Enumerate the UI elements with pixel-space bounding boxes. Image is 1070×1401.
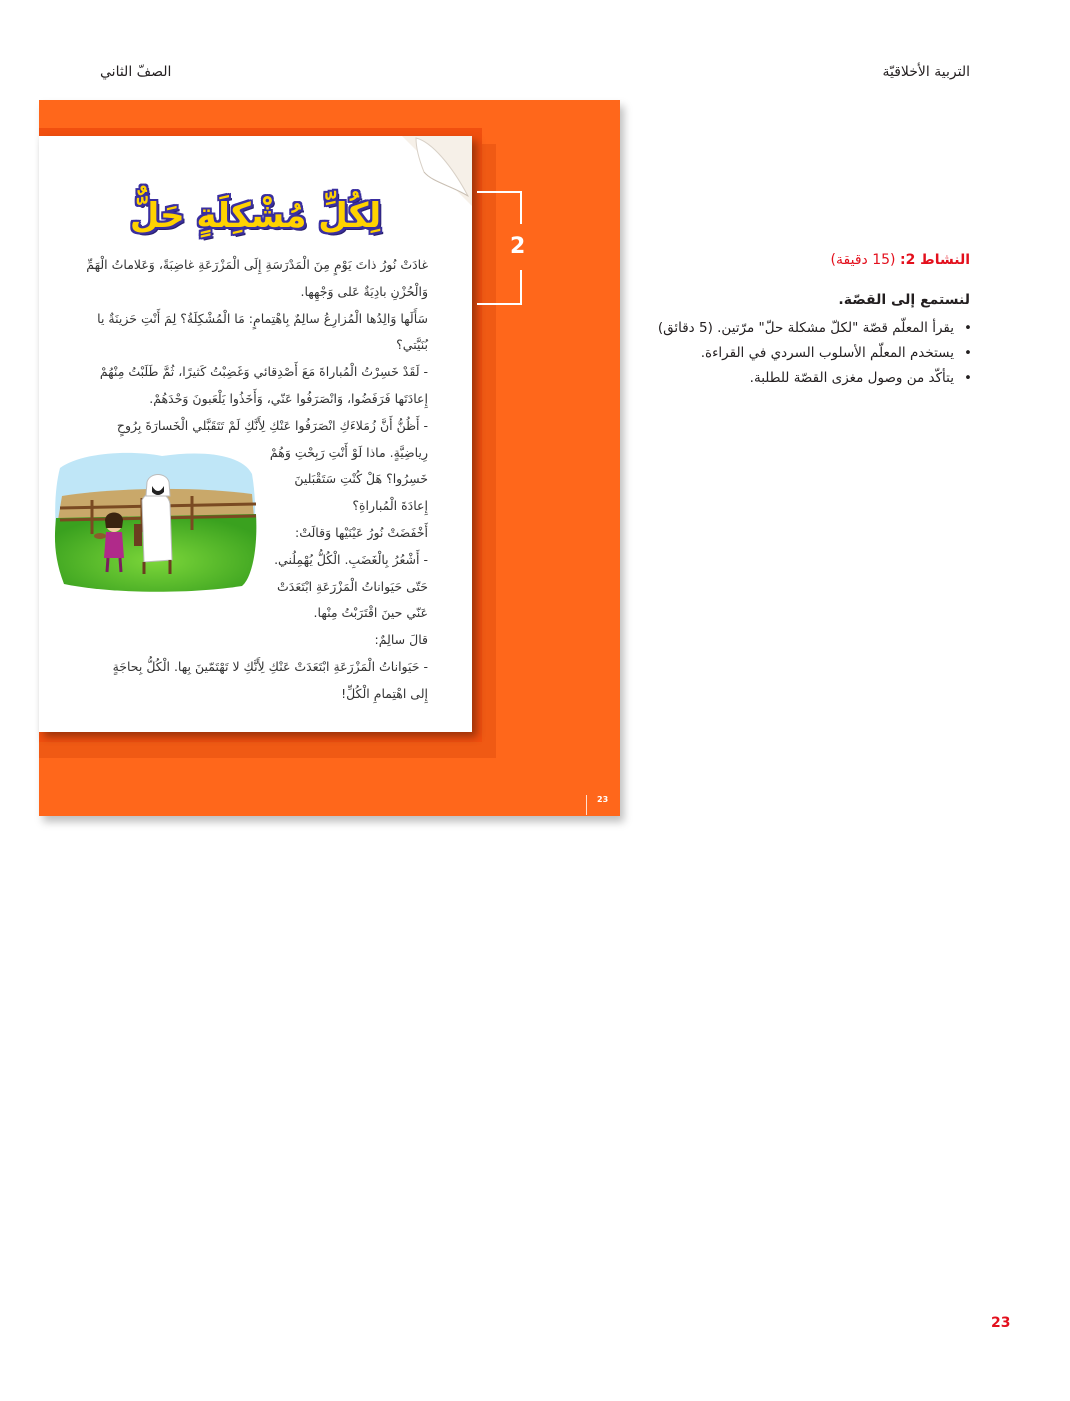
story-page xyxy=(39,136,472,732)
story-line: خَسِرُوا؟ هَلْ كُنْتِ سَتَقْبَلينَ xyxy=(294,471,428,487)
page-number: 23 xyxy=(991,1315,1011,1331)
list-item: • يقرأ المعلّم قصّة "لكلّ مشكلة حلّ" مرّتين. (5 دقائق) xyxy=(658,316,972,341)
header-grade: الصفّ الثاني xyxy=(100,64,172,80)
story-line: - لَقَدْ خَسِرْتُ الْمُباراةَ مَعَ أَصْدِقائي وَغَضِبْتُ كَثيرًا، ثُمَّ طَلَبْتُ مِنْهُمْ xyxy=(99,364,428,380)
story-line: - أَشْعُرُ بِالْغَضَبِ. الْكُلُّ يُهْمِلُني. xyxy=(274,551,428,567)
story-line: غادَتْ نُورُ ذاتَ يَوْمٍ مِنَ الْمَدْرَسَةِ إِلَى الْمَزْرَعَةِ غاضِبَةً، وَعَلاماتُ الْهَمِّ xyxy=(86,257,428,272)
farm-illustration xyxy=(52,448,259,592)
mini-divider xyxy=(586,795,587,815)
story-line: قالَ سالِمٌ: xyxy=(374,632,428,648)
list-item: • يتأكّد من وصول مغزى القصّة للطلبة. xyxy=(658,366,972,391)
story-line: وَالْحُزْنِ بادِيَةٌ عَلى وَجْهِها. xyxy=(300,283,428,299)
story-line: عَنّي حينَ اقْتَرَبْتُ مِنْها. xyxy=(313,605,428,621)
story-line: رِياضِيَّةٍ. ماذا لَوْ أَنْتِ رَبِحْتِ وَهُمْ xyxy=(269,444,428,460)
story-line: - حَيَواناتُ الْمَزْرَعَةِ ابْتَعَدَتْ عَنْكِ لِأَنَّكِ لا تَهْتَمّينَ بِها. الْكُلُّ بِحاجَةٍ xyxy=(112,658,428,674)
story-line: - أَظُنُّ أَنَّ زُمَلاءَكِ انْصَرَفُوا عَنْكِ لِأَنَّكِ لَمْ تَتَقَبَّلي الْخَسارَةَ بِرُوحٍ xyxy=(116,417,428,433)
section-number: 2 xyxy=(510,234,526,259)
list-item: • يستخدم المعلّم الأسلوب السردي في القراءة. xyxy=(658,341,972,366)
story-line: بُنَيَّتي؟ xyxy=(396,337,428,353)
activity-bullets xyxy=(658,316,972,391)
story-line: حَتّى حَيَواناتُ الْمَزْرَعَةِ ابْتَعَدَتْ xyxy=(276,578,428,594)
story-line: إِلى اهْتِمامِ الْكُلِّ! xyxy=(341,685,428,701)
story-line: أَخْفَضَتْ نُورُ عَيْنَيْها وَقالَتْ: xyxy=(295,524,428,540)
activity-duration: (15 دقيقة) xyxy=(830,252,896,268)
story-line: إِعادَةَ الْمُباراةِ؟ xyxy=(352,498,428,514)
header-subject: التربية الأخلاقيّة xyxy=(882,64,970,80)
book-page-number: 23 xyxy=(597,795,609,804)
activity-title: النشاط 2: xyxy=(899,252,970,268)
story-line: إِعادَتَها فَرَفَضُوا، وَانْصَرَفُوا عَنّي، وَأَخَذُوا يَلْعَبونَ وَحْدَهُمْ. xyxy=(149,390,428,406)
activity-heading xyxy=(831,252,970,268)
story-line: سَأَلَها وَالِدُها الْمُزارِعُ سالِمٌ بِاهْتِمامٍ: مَا الْمُشْكِلَةُ؟ لِمَ أَنْتِ حَزينَةٌ يا xyxy=(97,310,428,326)
activity-subtitle: لنستمع إلى القصّة. xyxy=(838,292,970,308)
story-title: لِكُلِّ مُشْكِلَةٍ حَلٌّ xyxy=(129,196,382,236)
